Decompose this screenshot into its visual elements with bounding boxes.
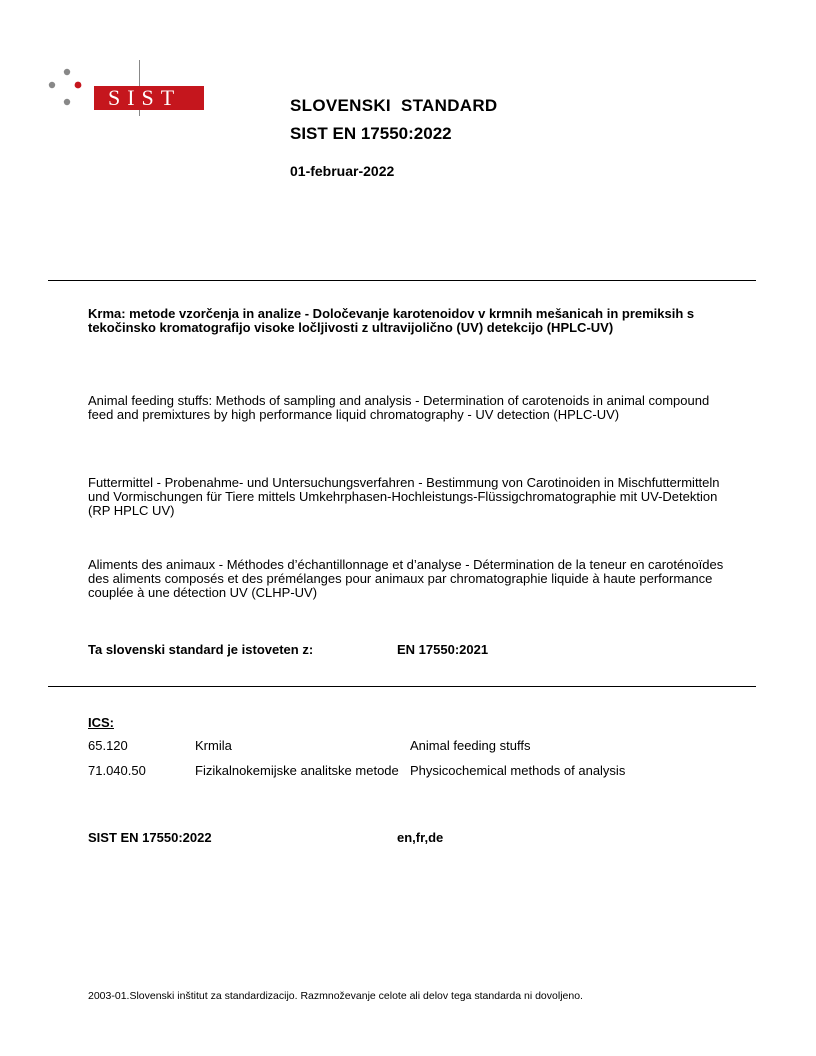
title-french: Aliments des animaux - Méthodes d’échantillonnage et d’analyse - Détermination de la teneur en caroténoïdes des aliments composés et des prémélanges pour animaux par chromatographie liquide à haute performance couplée à une détection UV (CLHP-UV)	[88, 557, 724, 600]
ics-slovenian: Krmila	[195, 738, 232, 753]
title-english: Animal feeding stuffs: Methods of sampling and analysis - Determination of carotenoids in animal compound feed and premixtures by high performance liquid chromatography - UV detection (HPLC-UV)	[88, 393, 710, 422]
identity-value: EN 17550:2021	[397, 642, 489, 657]
publication-date: 01-februar-2022	[290, 163, 395, 179]
ics-heading: ICS:	[88, 715, 114, 730]
logo-dots-icon	[48, 68, 82, 110]
copyright-footer: 2003-01.Slovenski inštitut za standardizacijo. Razmnoževanje celote ali delov tega standarda ni dovoljeno.	[88, 990, 583, 1002]
middle-divider	[48, 686, 756, 687]
standard-number: SIST EN 17550:2022	[290, 124, 452, 143]
languages: en,fr,de	[397, 830, 444, 845]
identity-label: Ta slovenski standard je istoveten z:	[88, 642, 314, 657]
ics-code: 65.120	[88, 738, 128, 753]
ics-code: 71.040.50	[88, 763, 146, 778]
sist-logo: SIST	[94, 86, 204, 110]
title-slovenian: Krma: metode vzorčenja in analize - Določevanje karotenoidov v krmnih mešanicah in premiksih s tekočinsko kromatografijo visoke ločljivosti z ultravijolično (UV) detekcijo (HPLC-UV)	[88, 306, 695, 335]
ics-slovenian: Fizikalnokemijske analitske metode	[195, 763, 399, 778]
standard-kind: SLOVENSKI STANDARD	[290, 96, 498, 115]
bottom-standard-code: SIST EN 17550:2022	[88, 830, 212, 845]
ics-english: Physicochemical methods of analysis	[410, 763, 626, 778]
top-divider	[48, 280, 756, 281]
title-german: Futtermittel - Probenahme- und Untersuchungsverfahren - Bestimmung von Carotinoiden in Mischfuttermitteln und Vormischungen für Tiere mittels Umkehrphasen-Hochleistungs-Flüssigchromatographie mit UV-Detektion (RP HPLC UV)	[88, 475, 720, 518]
ics-english: Animal feeding stuffs	[410, 738, 531, 753]
